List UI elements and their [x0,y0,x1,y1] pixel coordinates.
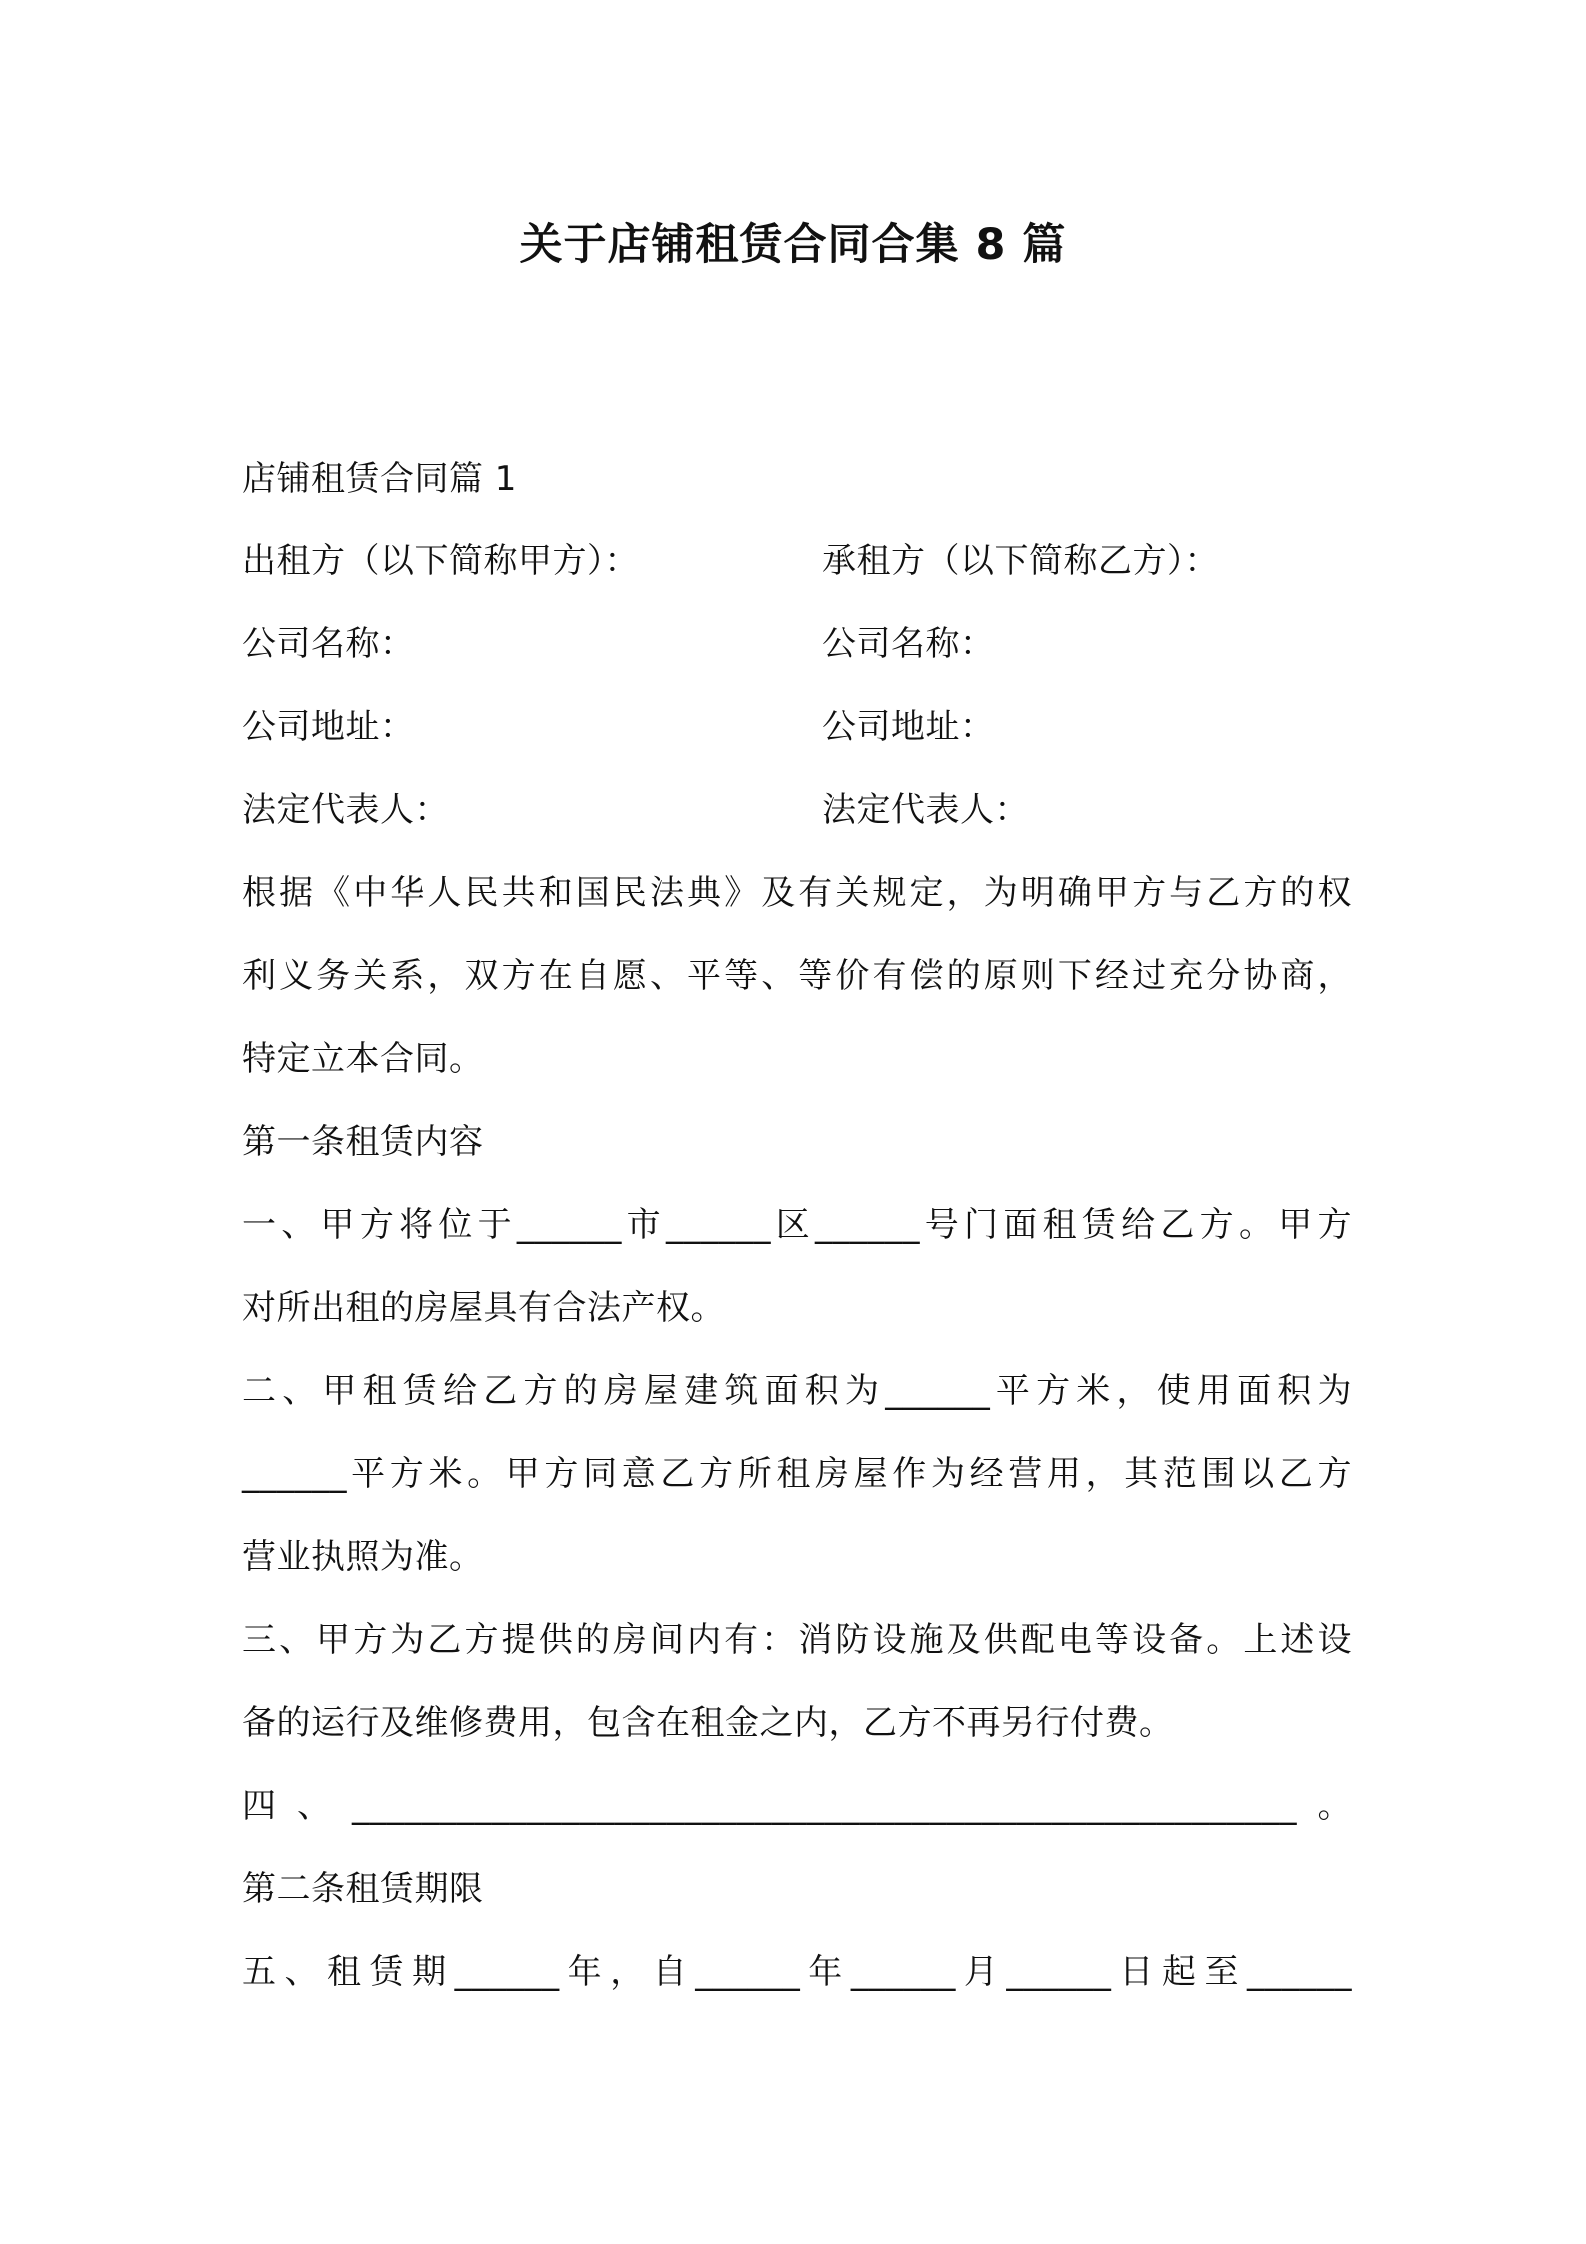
company-address-row [242,703,1352,751]
article-heading: 第一条租赁内容 [242,1122,484,1162]
body-line: 利义务关系，双方在自愿、平等、等价有偿的原则下经过充分协商， [242,956,1352,996]
body-line: 特定立本合同。 [242,1039,484,1079]
body-line: 二、甲租赁给乙方的房屋建筑面积为______平方米，使用面积为 [242,1371,1352,1411]
lessor-company-name-label: 公司名称： [242,624,415,664]
lessee-legal-rep-label: 法定代表人： [822,790,1029,830]
body-line: 对所出租的房屋具有合法产权。 [242,1288,725,1328]
body-line: 备的运行及维修费用，包含在租金之内，乙方不再另行付费。 [242,1703,1174,1743]
lessee-company-address-label: 公司地址： [822,707,995,747]
lessee-label: 承租方（以下简称乙方）： [822,541,1219,581]
lessor-company-address-label: 公司地址： [242,707,415,747]
section-heading: 店铺租赁合同篇 1 [242,459,517,499]
lessor-label: 出租方（以下简称甲方）： [242,541,639,581]
body-line: 一、甲方将位于______市______区______号门面租赁给乙方。甲方 [242,1205,1352,1245]
parties-row [242,537,1352,585]
body-line: 五、租赁期______年，自______年______月______日起至______ [242,1952,1352,1992]
body-line: ______平方米。甲方同意乙方所租房屋作为经营用，其范围以乙方 [242,1454,1352,1494]
legal-rep-row [242,786,1352,834]
article-heading: 第二条租赁期限 [242,1869,484,1909]
document-title: 关于店铺租赁合同合集 8 篇 [519,220,1067,270]
lessee-company-name-label: 公司名称： [822,624,995,664]
body-line: 营业执照为准。 [242,1537,484,1577]
company-name-row [242,620,1352,668]
body-line: 三、甲方为乙方提供的房间内有：消防设施及供配电等设备。上述设 [242,1620,1352,1660]
body-line: 根据《中华人民共和国民法典》及有关规定，为明确甲方与乙方的权 [242,873,1352,913]
lessor-legal-rep-label: 法定代表人： [242,790,449,830]
body-line: 四、______________________________________________________。 [242,1786,1352,1826]
